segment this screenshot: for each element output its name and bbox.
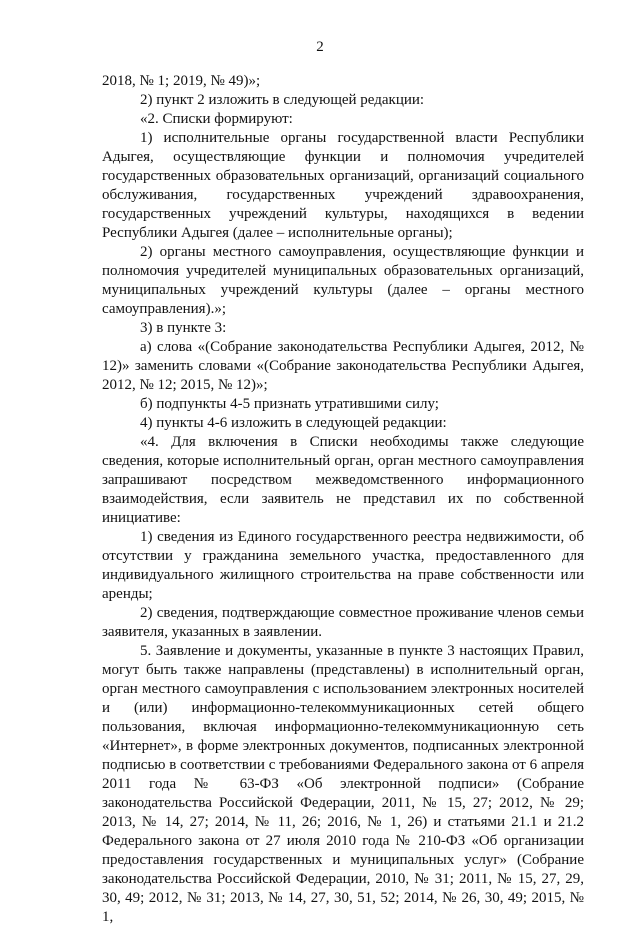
paragraph: 5. Заявление и документы, указанные в пункте 3 настоящих Правил, могут быть также направлены (представлены) в исполнительный орган, орган местного самоуправления с использованием электронных носителей и (или) информационно-телекоммуникационных сетей общего пользования, включая информационно-телекоммуникационную сеть «Интернет», в форме электронных документов, подписанных электронной подписью в соответствии с требованиями Федерального закона от 6 апреля 2011 года № 63-ФЗ «Об электронной подписи» (Собрание законодательства Российской Федерации, 2011, № 15, 27; 2012, № 29; 2013, № 14, 27; 2014, № 11, 26; 2016, № 1, 26) и статьями 21.1 и 21.2 Федерального закона от 27 июля 2010 года № 210-ФЗ «Об организации предоставления государственных и муниципальных услуг» (Собрание законодательства Российской Федерации, 2010, № 31; 2011, № 15, 27, 29, 30, 49; 2012, № 31; 2013, № 14, 27, 30, 51, 52; 2014, № 26, 30, 49; 2015, № 1, [102, 643, 584, 925]
paragraph: 1) сведения из Единого государственного реестра недвижимости, об отсутствии у гражданина земельного участка, предоставленного для индивидуального жилищного строительства на праве собственности или аренды; [102, 529, 584, 602]
paragraph: 2) сведения, подтверждающие совместное проживание членов семьи заявителя, указанных в заявлении. [102, 605, 584, 640]
paragraph: б) подпункты 4-5 признать утратившими силу; [140, 396, 439, 412]
paragraph: 2) пункт 2 изложить в следующей редакции: [140, 92, 425, 108]
paragraph: «2. Списки формируют: [140, 111, 293, 127]
paragraph: 3) в пункте 3: [140, 320, 227, 336]
paragraph: 1) исполнительные органы государственной власти Республики Адыгея, осуществляющие функции и полномочия учредителей государственных образовательных организаций, организаций социального обслуживания, государственных учреждений здравоохранения, государственных учреждений культуры, находящихся в ведении Республики Адыгея (далее – исполнительные органы); [102, 130, 584, 241]
page-number: 2 [316, 39, 324, 55]
paragraph: «4. Для включения в Списки необходимы также следующие сведения, которые исполнительный орган, орган местного самоуправления запрашивают посредством межведомственного информационного взаимодействия, если заявитель не представил их по собственной инициативе: [102, 434, 584, 526]
paragraph: а) слова «(Собрание законодательства Республики Адыгея, 2012, № 12)» заменить словами «(Собрание законодательства Республики Адыгея, 2012, № 12; 2015, № 12)»; [102, 339, 584, 393]
paragraph: 2018, № 1; 2019, № 49)»; [102, 73, 261, 89]
paragraph: 2) органы местного самоуправления, осуществляющие функции и полномочия учредителей муниципальных образовательных организаций, муниципальных учреждений культуры (далее – органы местного самоуправления).»; [102, 244, 584, 317]
paragraph: 4) пункты 4-6 изложить в следующей редакции: [140, 415, 447, 431]
document-body [102, 72, 584, 927]
